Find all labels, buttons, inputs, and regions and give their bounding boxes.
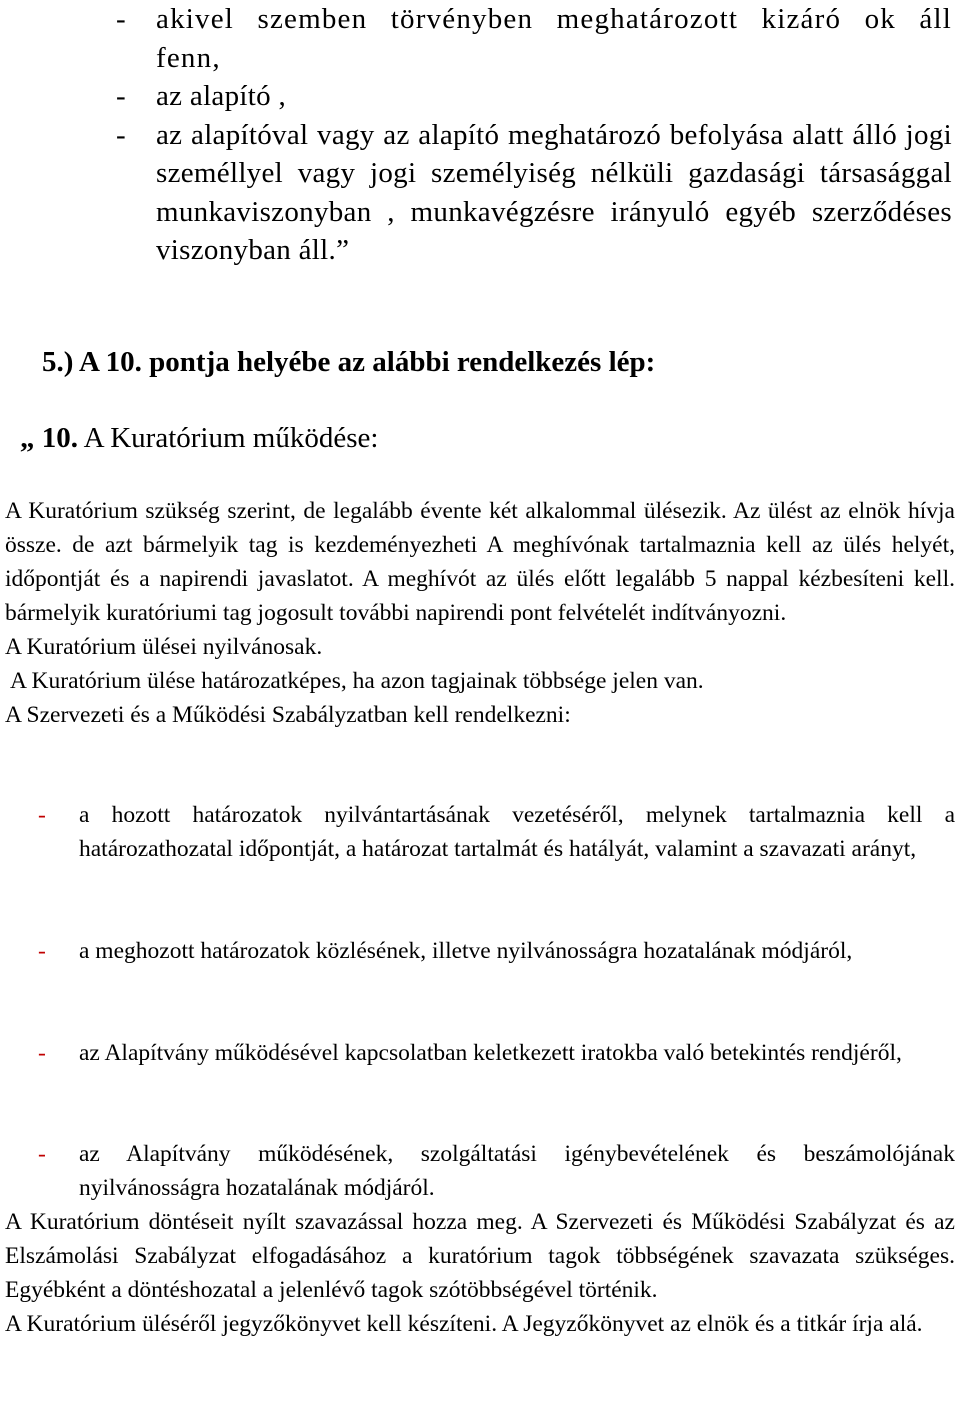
list-item-text: az Alapítvány működésével kapcsolatban keletkezett iratokba való betekintés rendjéről, <box>79 1040 902 1066</box>
list-item <box>116 77 952 116</box>
list-item-text: az alapítóval vagy az alapító meghatározó befolyása alatt álló jogi személlyel vagy jogi személyiség nélküli gazdasági társasággal munkaviszonyban , munkavégzésre irányuló egyéb szerződéses viszonyban áll.” <box>156 118 952 266</box>
exclusion-list <box>116 0 952 270</box>
list-item-text: a meghozott határozatok közlésének, illetve nyilvánosságra hozatalának módjáról, <box>79 938 853 964</box>
section-5-heading: 5.) A 10. pontja helyébe az alábbi rendelkezés lép: <box>42 346 656 378</box>
list-dash: - <box>38 1040 46 1066</box>
list-item <box>116 116 952 270</box>
list-dash: - <box>38 938 46 964</box>
list-item-text: a hozott határozatok nyilvántartásának vezetéséről, melynek tartalmaznia kell a határozathozatal időpontját, a határozat tartalmát és hatályát, valamint a szavazati arányt, <box>79 802 955 862</box>
rule-list-item-1 <box>38 798 955 866</box>
list-item <box>38 1137 955 1205</box>
paragraph: A Szervezeti és a Működési Szabályzatban kell rendelkezni: <box>5 702 571 728</box>
list-dash: - <box>116 118 126 151</box>
list-item <box>38 798 955 866</box>
paragraph: A Kuratórium üléséről jegyzőkönyvet kell készíteni. A Jegyzőkönyvet az elnök és a titkár írja alá. <box>5 1311 923 1337</box>
list-item-text: az alapító , <box>156 80 287 112</box>
rule-list-item-4 <box>38 1137 955 1205</box>
closing-paragraphs <box>5 1205 955 1341</box>
rule-list-item-2 <box>38 934 955 968</box>
paragraph: A Kuratórium szükség szerint, de legalább évente két alkalommal ülésezik. Az ülést az elnök hívja össze. de azt bármelyik tag is kezdeményezheti A meghívónak tartalmaznia kell az ülés helyét, időpontját és a napirendi javaslatot. A meghívót az ülés előtt legalább 5 nappal kézbesíteni kell. bármelyik kuratóriumi tag jogosult további napirendi pont felvételét indítványozni. <box>5 498 955 626</box>
list-item <box>116 0 952 77</box>
list-item <box>38 934 955 968</box>
list-item <box>38 1036 955 1070</box>
list-item-text: akivel szemben törvényben meghatározott kizáró ok áll fenn, <box>156 3 952 74</box>
section-title: A Kuratórium működése: <box>78 422 379 454</box>
paragraph: A Kuratórium ülése határozatképes, ha azon tagjainak többsége jelen van. <box>10 668 704 694</box>
rule-list-item-3 <box>38 1036 955 1070</box>
list-item-text: az Alapítvány működésének, szolgáltatási igénybevételének és beszámolójának nyilvánosságra hozatalának módjáról. <box>79 1141 955 1201</box>
paragraph: A Kuratórium döntéseit nyílt szavazással hozza meg. A Szervezeti és Működési Szabályzat és az Elszámolási Szabályzat elfogadásához a kuratórium tagok többségének szavazata szükséges. Egyébként a döntéshozatal a jelenlévő tagok szótöbbségével történik. <box>5 1209 955 1303</box>
list-dash: - <box>116 3 126 35</box>
list-dash: - <box>116 80 126 112</box>
list-dash: - <box>38 802 46 828</box>
section-number: „ 10. <box>20 422 78 454</box>
kuratorium-paragraphs <box>5 494 955 732</box>
list-dash: - <box>38 1141 46 1167</box>
section-10-heading <box>20 422 378 455</box>
paragraph: A Kuratórium ülései nyilvánosak. <box>5 634 323 660</box>
